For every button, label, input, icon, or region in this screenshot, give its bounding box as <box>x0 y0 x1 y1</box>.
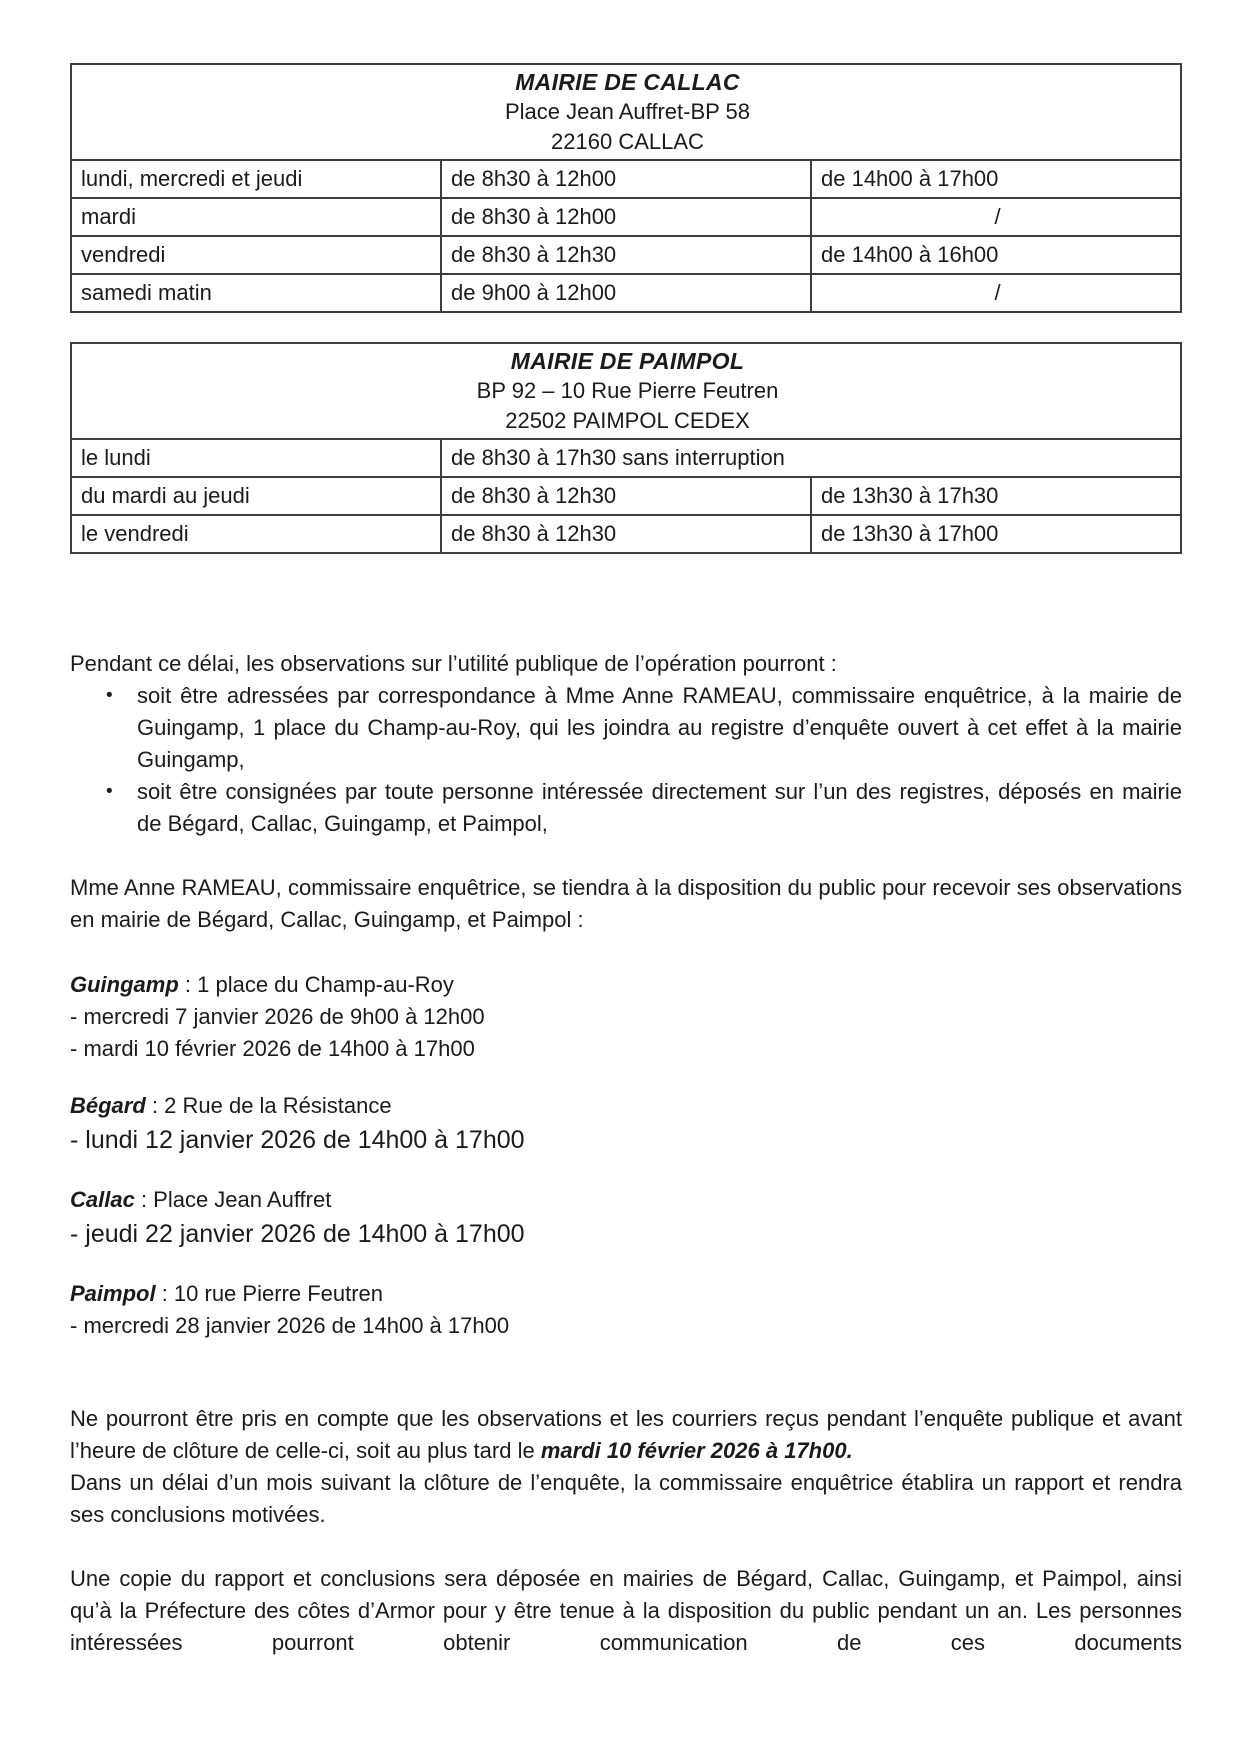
location-address: : 10 rue Pierre Feutren <box>155 1281 384 1306</box>
location-callac <box>70 1184 1182 1253</box>
bullet-icon: • <box>106 781 113 802</box>
location-name: Guingamp <box>70 972 179 997</box>
bullet-item-text: soit être adressées par correspondance à Mme Anne RAMEAU, commissaire enquêtrice, à la mairie de Guingamp, 1 place du Champ-au-Roy, qui les joindra au registre d’enquête ouvert à cet effet à la mairie Guingamp, <box>137 683 1182 772</box>
location-address: : 2 Rue de la Résistance <box>145 1093 392 1118</box>
location-guingamp <box>70 969 1182 1065</box>
callac-address-line1: Place Jean Auffret-BP 58 <box>504 99 751 124</box>
closing-text-after: Dans un délai d’un mois suivant la clôture de l’enquête, la commissaire enquêtrice établira un rapport et rendra ses conclusions motivées. <box>70 1470 1182 1527</box>
location-heading <box>70 1090 1182 1122</box>
table-row <box>71 439 1181 477</box>
location-address: : 1 place du Champ-au-Roy <box>178 972 454 997</box>
location-heading <box>70 1184 1182 1216</box>
day-cell: du mardi au jeudi <box>71 477 441 515</box>
paimpol-address-line1: BP 92 – 10 Rue Pierre Feutren <box>476 378 779 403</box>
disposition-paragraph: Mme Anne RAMEAU, commissaire enquêtrice, se tiendra à la disposition du public pour recevoir ses observations en mairie de Bégard, Callac, Guingamp, et Paimpol : <box>70 875 1182 932</box>
location-date: - lundi 12 janvier 2026 de 14h00 à 17h00 <box>70 1126 525 1154</box>
observations-options-list <box>70 680 1182 840</box>
intro-paragraph: Pendant ce délai, les observations sur l’utilité publique de l’opération pourront : <box>70 651 837 676</box>
morning-hours-cell: de 9h00 à 12h00 <box>441 274 811 312</box>
allday-hours-cell: de 8h30 à 17h30 sans interruption <box>441 439 1181 477</box>
location-date: - jeudi 22 janvier 2026 de 14h00 à 17h00 <box>70 1220 525 1248</box>
location-name: Bégard <box>70 1093 146 1118</box>
morning-hours-cell: de 8h30 à 12h00 <box>441 198 811 236</box>
location-begard <box>70 1090 1182 1159</box>
table-row <box>71 198 1181 236</box>
afternoon-hours-cell: / <box>811 198 1181 236</box>
location-date: - mardi 10 février 2026 de 14h00 à 17h00 <box>70 1036 475 1061</box>
afternoon-hours-cell: / <box>811 274 1181 312</box>
paimpol-title: MAIRIE DE PAIMPOL <box>510 348 745 374</box>
callac-table-header <box>71 64 1181 160</box>
list-item <box>70 776 1182 840</box>
afternoon-hours-cell: de 14h00 à 16h00 <box>811 236 1181 274</box>
afternoon-hours-cell: de 13h30 à 17h30 <box>811 477 1181 515</box>
day-cell: lundi, mercredi et jeudi <box>71 160 441 198</box>
morning-hours-cell: de 8h30 à 12h30 <box>441 236 811 274</box>
list-item <box>70 680 1182 776</box>
morning-hours-cell: de 8h30 à 12h30 <box>441 477 811 515</box>
table-row <box>71 477 1181 515</box>
bullet-item-text: soit être consignées par toute personne intéressée directement sur l’un des registres, déposés en mairie de Bégard, Callac, Guingamp, et Paimpol, <box>137 779 1182 836</box>
closing-text-before: Ne pourront être pris en compte que les observations et les courriers reçus pendant l’enquête publique et avant l’heure de clôture de celle-ci, soit au plus tard le <box>70 1406 1182 1463</box>
callac-address-line2: 22160 CALLAC <box>551 129 704 154</box>
table-header-row <box>71 64 1181 160</box>
paimpol-hours-table <box>70 342 1182 554</box>
deadline-emphasis: mardi 10 février 2026 à 17h00. <box>540 1438 853 1463</box>
day-cell: vendredi <box>71 236 441 274</box>
morning-hours-cell: de 8h30 à 12h30 <box>441 515 811 553</box>
paimpol-table-header <box>71 343 1181 439</box>
table-row <box>71 160 1181 198</box>
location-address: : Place Jean Auffret <box>134 1187 332 1212</box>
location-heading <box>70 1278 1182 1310</box>
morning-hours-cell: de 8h30 à 12h00 <box>441 160 811 198</box>
table-row <box>71 236 1181 274</box>
day-cell: le vendredi <box>71 515 441 553</box>
table-row <box>71 515 1181 553</box>
day-cell: samedi matin <box>71 274 441 312</box>
afternoon-hours-cell: de 14h00 à 17h00 <box>811 160 1181 198</box>
callac-hours-table <box>70 63 1182 313</box>
location-name: Callac <box>70 1187 135 1212</box>
location-heading <box>70 969 1182 1001</box>
closing-paragraph-deadline <box>70 1403 1182 1531</box>
table-row <box>71 274 1181 312</box>
location-date: - mercredi 28 janvier 2026 de 14h00 à 17h00 <box>70 1313 510 1338</box>
location-name: Paimpol <box>70 1281 156 1306</box>
paimpol-address-line2: 22502 PAIMPOL CEDEX <box>505 408 750 433</box>
afternoon-hours-cell: de 13h30 à 17h00 <box>811 515 1181 553</box>
table-header-row <box>71 343 1181 439</box>
location-date: - mercredi 7 janvier 2026 de 9h00 à 12h00 <box>70 1004 485 1029</box>
closing-paragraph-report-copy: Une copie du rapport et conclusions sera déposée en mairies de Bégard, Callac, Guingamp, et Paimpol, ainsi qu’à la Préfecture des côtes d’Armor pour y être tenue à la disposition du public pendant un an. Les personnes intéressées pourront obtenir communication de ces documents <box>70 1566 1182 1655</box>
day-cell: le lundi <box>71 439 441 477</box>
location-paimpol <box>70 1278 1182 1342</box>
callac-title: MAIRIE DE CALLAC <box>515 69 740 95</box>
day-cell: mardi <box>71 198 441 236</box>
bullet-icon: • <box>106 685 113 706</box>
